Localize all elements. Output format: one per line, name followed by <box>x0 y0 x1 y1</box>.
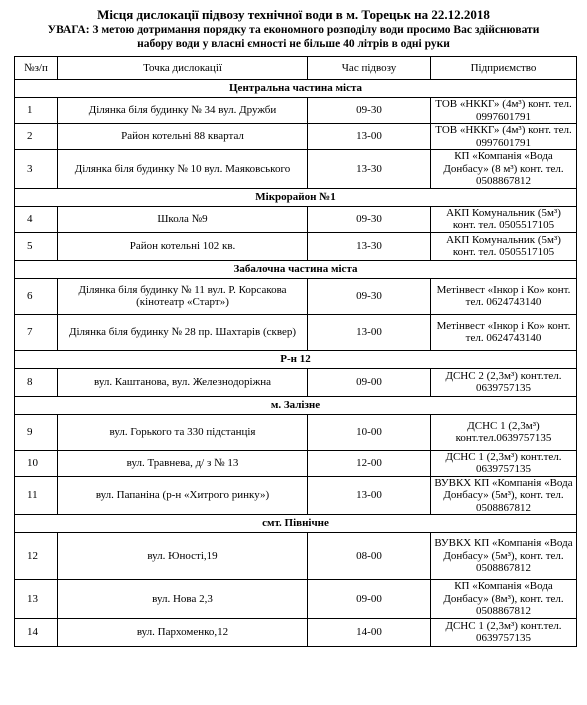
cell-place: Район котельні 102 кв. <box>58 232 308 260</box>
cell-organization: ДСНС 1 (2,3м³) конт.тел.0639757135 <box>431 414 577 450</box>
cell-place: вул. Нова 2,3 <box>58 580 308 619</box>
cell-organization: ТОВ «НККГ» (4м³) конт. тел. 0997601791 <box>431 98 577 124</box>
cell-time: 10-00 <box>308 414 431 450</box>
cell-organization: Метінвест «Інкор і Ко» конт. тел. 0624743140 <box>431 314 577 350</box>
col-organization: Підприємство <box>431 57 577 80</box>
section-row <box>15 396 577 414</box>
cell-time: 13-30 <box>308 232 431 260</box>
cell-time: 09-30 <box>308 206 431 232</box>
col-time: Час підвозу <box>308 57 431 80</box>
section-row <box>15 350 577 368</box>
cell-time: 13-30 <box>308 150 431 189</box>
cell-number: 8 <box>15 368 58 396</box>
cell-place: Район котельні 88 квартал <box>58 124 308 150</box>
cell-time: 09-00 <box>308 580 431 619</box>
table-row <box>15 232 577 260</box>
table-row <box>15 533 577 580</box>
cell-place: вул. Папаніна (р-н «Хитрого ринку») <box>58 476 308 515</box>
section-title: Забалочна частина міста <box>15 260 577 278</box>
cell-time: 12-00 <box>308 450 431 476</box>
cell-organization: ДСНС 2 (2,3м³) конт.тел. 0639757135 <box>431 368 577 396</box>
cell-time: 09-30 <box>308 98 431 124</box>
cell-organization: АКП Комунальник (5м³) конт. тел. 0505517105 <box>431 232 577 260</box>
cell-organization: ВУВКХ КП «Компанія «Вода Донбасу» (5м³), конт. тел. 0508867812 <box>431 533 577 580</box>
table-row <box>15 124 577 150</box>
warning-text: УВАГА: З метою дотримання порядку та економного розподілу води просимо Вас здійснювати набору води у власні ємності не більше 40 літрів в одні руки <box>47 24 540 50</box>
table-row <box>15 314 577 350</box>
cell-number: 2 <box>15 124 58 150</box>
cell-time: 13-00 <box>308 314 431 350</box>
section-title: Р-н 12 <box>15 350 577 368</box>
table-row <box>15 450 577 476</box>
section-row <box>15 80 577 98</box>
cell-place: вул. Травнева, д/ з № 13 <box>58 450 308 476</box>
cell-place: Ділянка біля будинку № 11 вул. Р. Корсакова (кінотеатр «Старт») <box>58 278 308 314</box>
cell-place: Ділянка біля будинку № 34 вул. Дружби <box>58 98 308 124</box>
cell-time: 08-00 <box>308 533 431 580</box>
cell-organization: АКП Комунальник (5м³) конт. тел. 0505517105 <box>431 206 577 232</box>
cell-number: 1 <box>15 98 58 124</box>
table-row <box>15 368 577 396</box>
table-row <box>15 414 577 450</box>
cell-time: 09-30 <box>308 278 431 314</box>
cell-number: 13 <box>15 580 58 619</box>
cell-number: 10 <box>15 450 58 476</box>
cell-organization: Метінвест «Інкор і Ко» конт. тел. 0624743140 <box>431 278 577 314</box>
cell-number: 12 <box>15 533 58 580</box>
table-row <box>15 206 577 232</box>
cell-place: вул. Горького та 330 підстанція <box>58 414 308 450</box>
water-schedule-table <box>14 56 577 647</box>
cell-time: 13-00 <box>308 124 431 150</box>
cell-place: вул. Пархоменко,12 <box>58 618 308 646</box>
table-row <box>15 278 577 314</box>
cell-organization: ДСНС 1 (2,3м³) конт.тел. 0639757135 <box>431 618 577 646</box>
cell-time: 14-00 <box>308 618 431 646</box>
cell-place: вул. Юності,19 <box>58 533 308 580</box>
cell-number: 11 <box>15 476 58 515</box>
cell-number: 14 <box>15 618 58 646</box>
section-title: Центральна частина міста <box>15 80 577 98</box>
section-title: смт. Північне <box>15 515 577 533</box>
cell-time: 13-00 <box>308 476 431 515</box>
cell-organization: ДСНС 1 (2,3м³) конт.тел. 0639757135 <box>431 450 577 476</box>
cell-organization: ВУВКХ КП «Компанія «Вода Донбасу» (5м³), конт. тел. 0508867812 <box>431 476 577 515</box>
cell-place: Школа №9 <box>58 206 308 232</box>
section-row <box>15 260 577 278</box>
table-row <box>15 98 577 124</box>
cell-place: вул. Каштанова, вул. Железнодоріжна <box>58 368 308 396</box>
cell-time: 09-00 <box>308 368 431 396</box>
document-title: Місця дислокації підвозу технічної води в м. Торецьк на 22.12.2018 <box>97 7 490 22</box>
cell-number: 6 <box>15 278 58 314</box>
col-number: №з/п <box>15 57 58 80</box>
section-title: м. Залізне <box>15 396 577 414</box>
table-header-row <box>15 57 577 80</box>
cell-number: 5 <box>15 232 58 260</box>
table-row <box>15 580 577 619</box>
cell-number: 4 <box>15 206 58 232</box>
section-row <box>15 515 577 533</box>
table-row <box>15 150 577 189</box>
col-place: Точка дислокації <box>58 57 308 80</box>
cell-number: 3 <box>15 150 58 189</box>
cell-number: 9 <box>15 414 58 450</box>
table-row <box>15 618 577 646</box>
table-body <box>15 80 577 647</box>
cell-place: Ділянка біля будинку № 28 пр. Шахтарів (сквер) <box>58 314 308 350</box>
cell-number: 7 <box>15 314 58 350</box>
section-title: Мікрорайон №1 <box>15 188 577 206</box>
cell-organization: КП «Компанія «Вода Донбасу» (8м³), конт. тел. 0508867812 <box>431 580 577 619</box>
cell-place: Ділянка біля будинку № 10 вул. Маяковського <box>58 150 308 189</box>
table-row <box>15 476 577 515</box>
section-row <box>15 188 577 206</box>
cell-organization: КП «Компанія «Вода Донбасу» (8 м³) конт. тел. 0508867812 <box>431 150 577 189</box>
cell-organization: ТОВ «НККГ» (4м³) конт. тел. 0997601791 <box>431 124 577 150</box>
